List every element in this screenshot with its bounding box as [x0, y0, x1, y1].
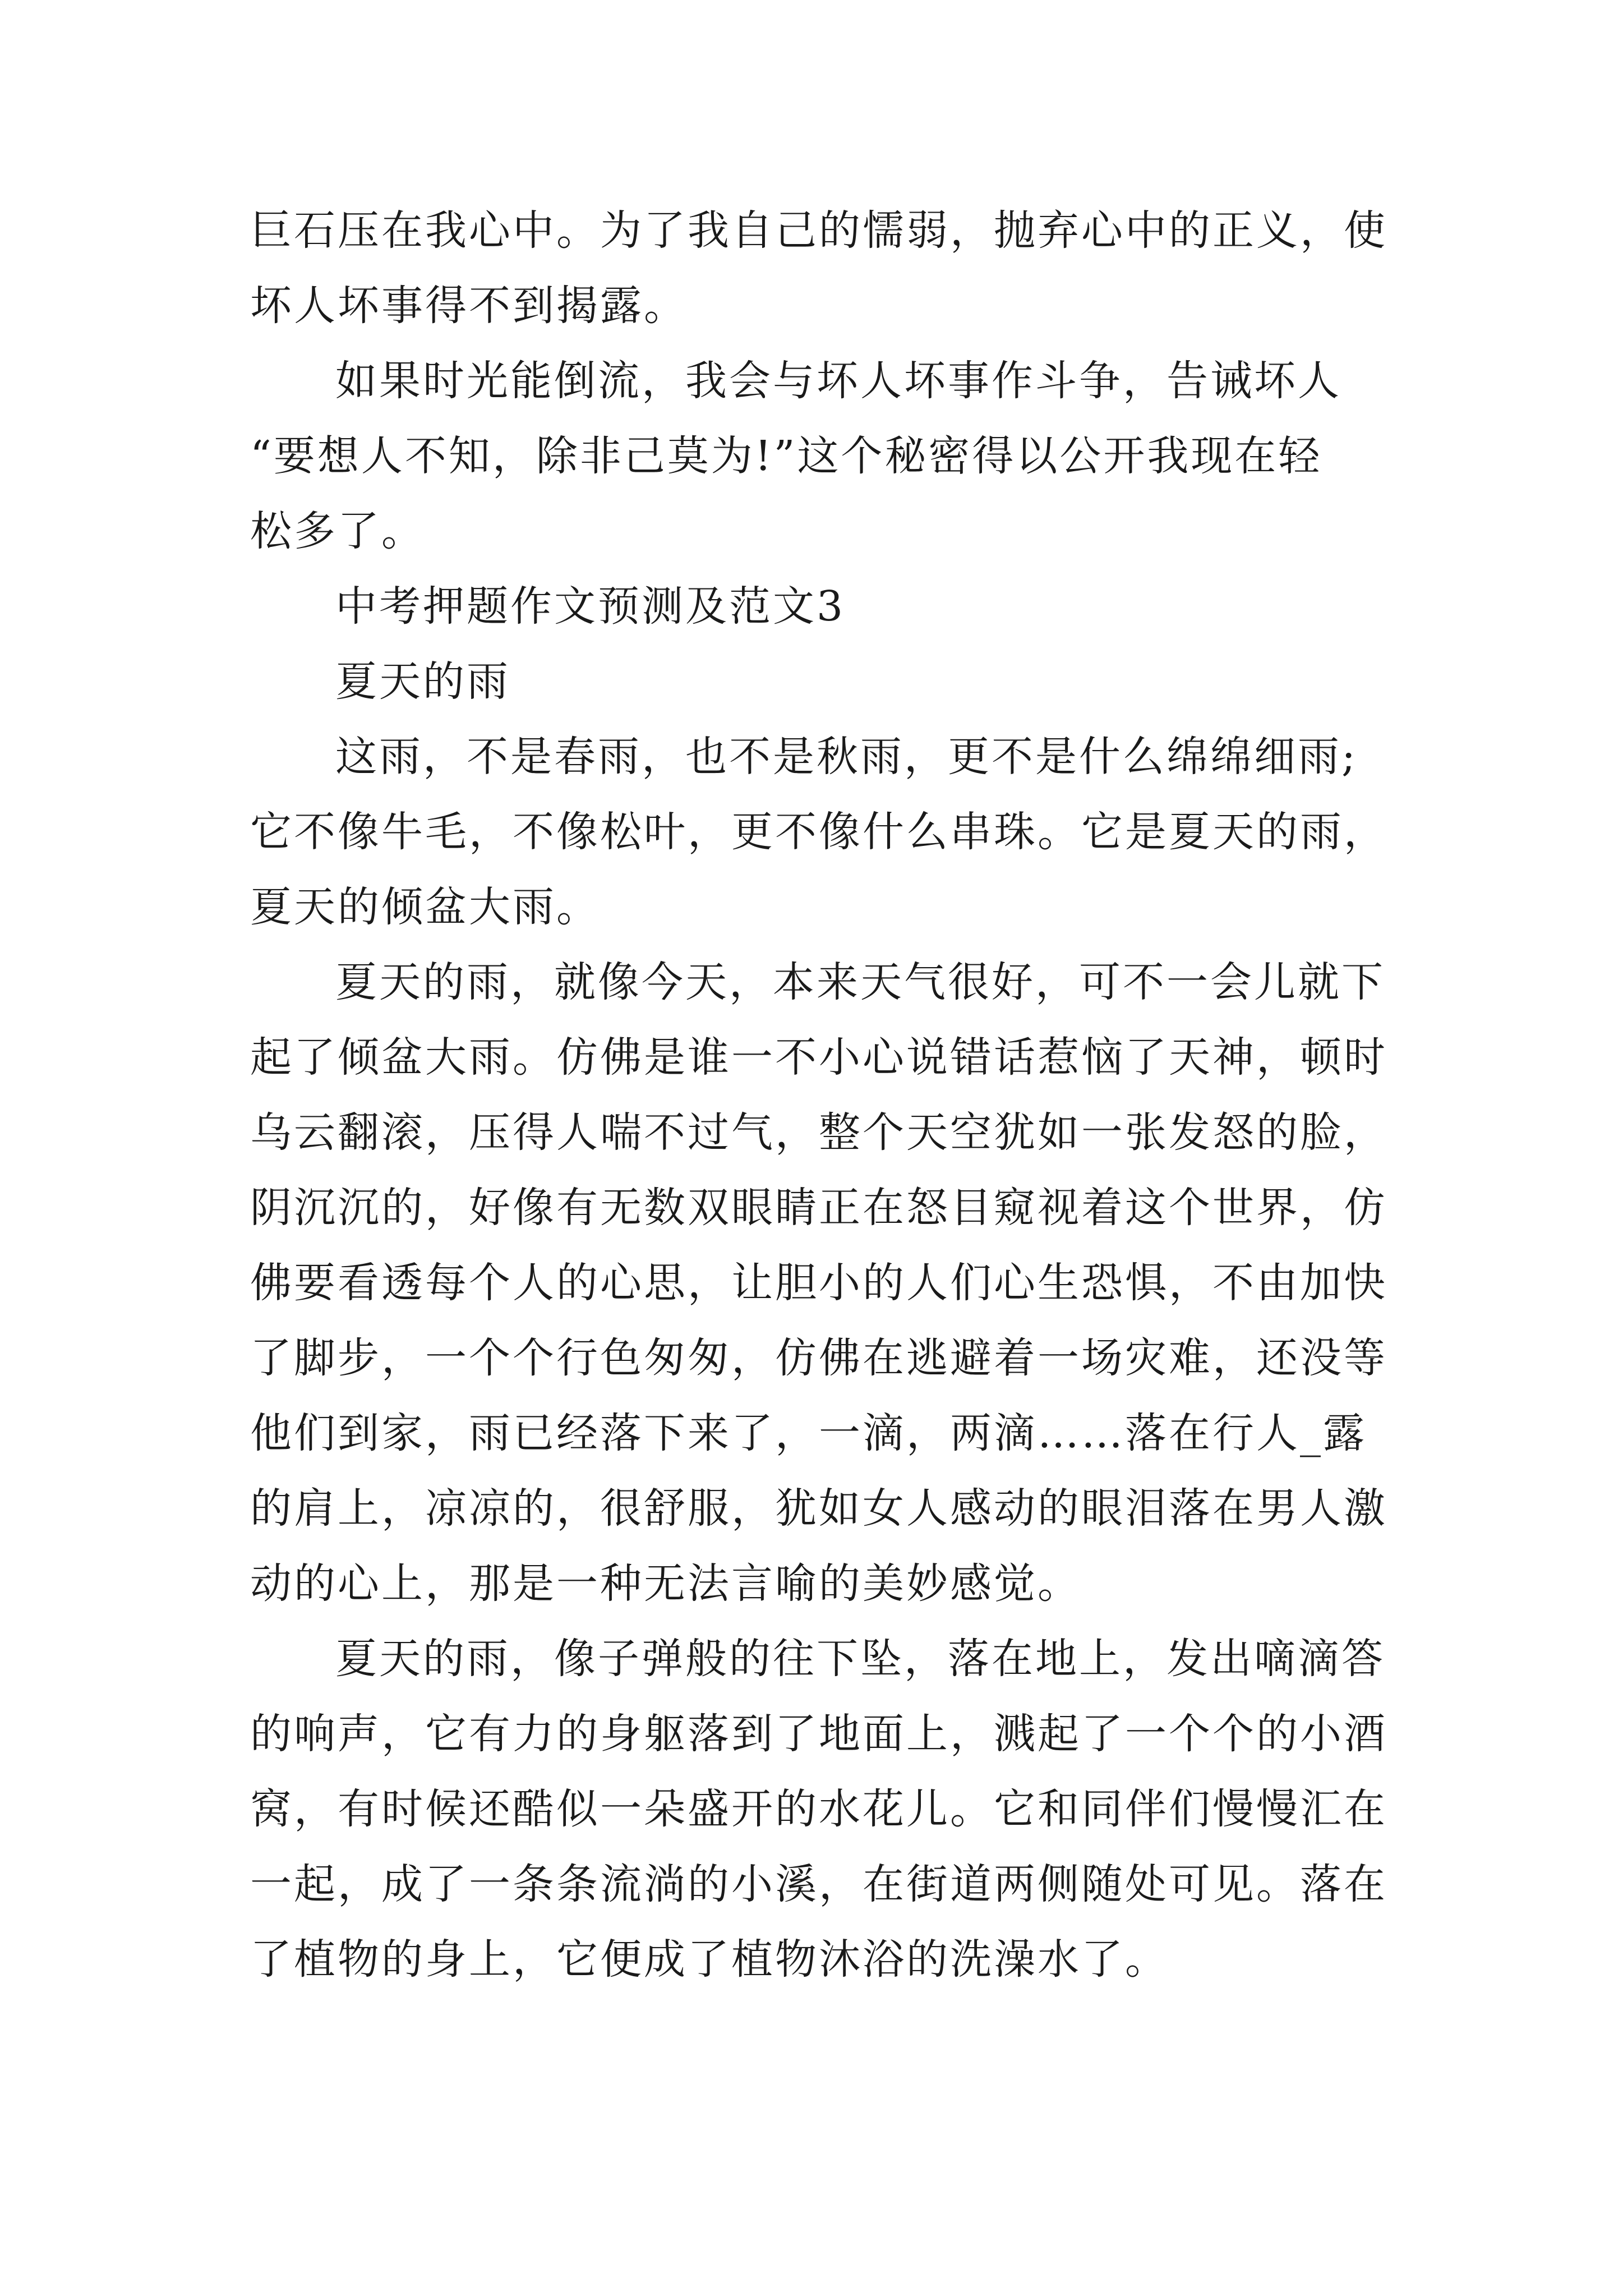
text-line: 巨石压在我心中。为了我自己的懦弱，抛弃心中的正义，使 — [250, 206, 1387, 255]
text-line: 夏天的雨，像子弹般的往下坠，落在地上，发出嘀滴答 — [335, 1635, 1385, 1683]
text-line: 乌云翻滚，压得人喘不过气，整个天空犹如一张发怒的脸， — [250, 1108, 1387, 1157]
text-line: 阴沉沉的，好像有无数双眼睛正在怒目窥视着这个世界，仿 — [250, 1184, 1387, 1232]
text-line: 他们到家，雨已经落下来了，一滴，两滴……落在行人_露 — [250, 1409, 1367, 1457]
text-line: 起了倾盆大雨。仿佛是谁一不小心说错话惹恼了天神，顿时 — [250, 1033, 1387, 1082]
text-line: 一起，成了一条条流淌的小溪，在街道两侧随处可见。落在 — [250, 1860, 1387, 1908]
text-line: 夏天的倾盆大雨。 — [250, 883, 600, 931]
text-line: 中考押题作文预测及范文3 — [335, 582, 846, 631]
text-line: 夏天的雨 — [335, 657, 510, 706]
text-line: 它不像牛毛，不像松叶，更不像什么串珠。它是夏天的雨， — [250, 808, 1387, 856]
text-line: 了植物的身上，它便成了植物沐浴的洗澡水了。 — [250, 1935, 1169, 1984]
text-line: 动的心上，那是一种无法言喻的美妙感觉。 — [250, 1559, 1081, 1608]
text-line: 的响声，它有力的身躯落到了地面上，溅起了一个个的小酒 — [250, 1710, 1387, 1758]
text-line: 的肩上，凉凉的，很舒服，犹如女人感动的眼泪落在男人激 — [250, 1484, 1387, 1533]
text-line: 如果时光能倒流，我会与坏人坏事作斗争，告诫坏人 — [335, 357, 1341, 405]
text-line: 了脚步，一个个行色匆匆，仿佛在逃避着一场灾难，还没等 — [250, 1334, 1387, 1382]
text-line: 松多了。 — [250, 507, 425, 555]
text-line: 夏天的雨，就像今天，本来天气很好，可不一会儿就下 — [335, 958, 1385, 1006]
text-line: 这雨，不是春雨，也不是秋雨，更不是什么绵绵细雨; — [335, 733, 1358, 781]
text-line: 坏人坏事得不到揭露。 — [250, 282, 688, 330]
text-line: 佛要看透每个人的心思，让胆小的人们心生恐惧，不由加快 — [250, 1259, 1387, 1307]
text-line: 窝，有时候还酷似一朵盛开的水花儿。它和同伴们慢慢汇在 — [250, 1785, 1387, 1833]
text-line: “要想人不知，除非己莫为!”这个秘密得以公开我现在轻 — [250, 432, 1322, 480]
document-body — [250, 193, 1387, 1997]
